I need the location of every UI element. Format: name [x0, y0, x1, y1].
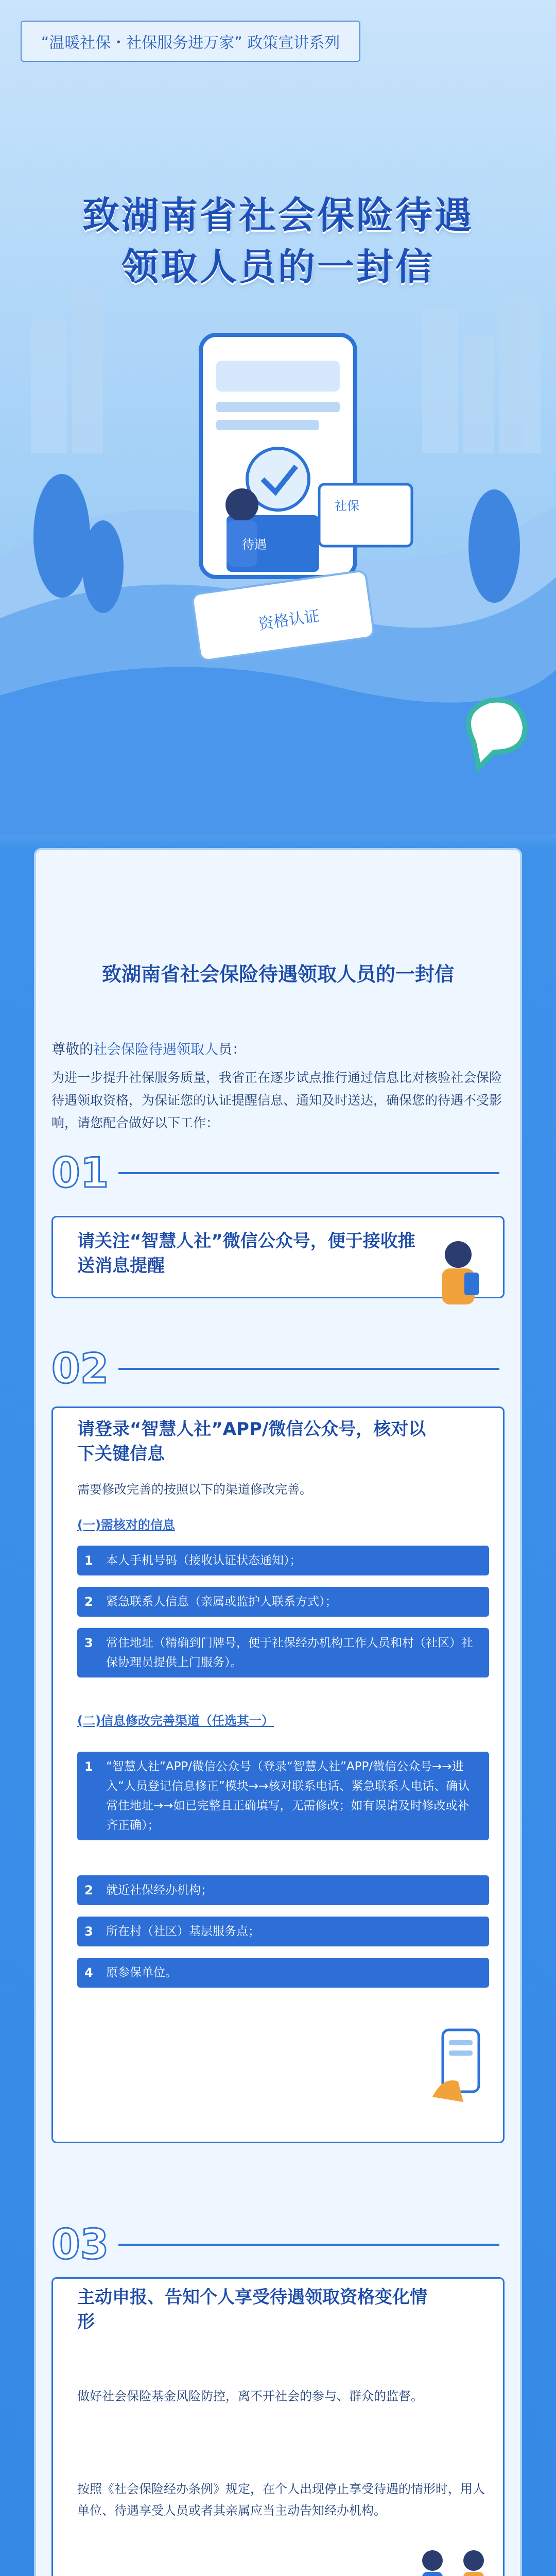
item-text: 紧急联系人信息（亲属或监护人联系方式）；	[106, 1595, 337, 1608]
section2-sub2: (二)信息修改完善渠道（任选其一）	[77, 1714, 274, 1728]
item-number: 4	[84, 1965, 93, 1980]
people-icon	[407, 2545, 499, 2576]
section3-heading: 主动申报、告知个人享受待遇领取资格变化情形	[77, 2287, 427, 2332]
greeting-highlight: 社会保险待遇领取人	[93, 1042, 218, 1058]
card2-label: 社保	[335, 499, 359, 513]
check-item-3	[77, 1628, 489, 1677]
person-graphic	[225, 488, 258, 521]
channel-item-1	[77, 1752, 489, 1840]
section2-heading: 请登录“智慧人社”APP/微信公众号，核对以下关键信息	[77, 1419, 426, 1464]
channel-item-3	[77, 1917, 489, 1946]
item-text: 本人手机号码（接收认证状态通知）；	[106, 1554, 302, 1567]
section3-divider	[118, 2244, 499, 2246]
item-text: 就近社保经办机构；	[106, 1884, 213, 1897]
phone-hand-icon	[422, 2025, 494, 2107]
item-number: 1	[84, 1553, 93, 1568]
channel-item-2	[77, 1875, 489, 1905]
person-phone-icon	[427, 1236, 489, 1309]
card1-label: 待遇	[242, 537, 267, 552]
item-text: “智慧人社”APP/微信公众号（登录“智慧人社”APP/微信公众号→→进入“人员登记信息修正”模块→→核对联系电话、紧急联系人电话、确认常住地址→→如已完整且正确填写，无需修改；如有误请及时修改或补齐正确）；	[106, 1760, 470, 1832]
item-text: 所在村（社区）基层服务点；	[106, 1925, 260, 1938]
section1-divider	[118, 1172, 499, 1174]
item-number: 3	[84, 1636, 93, 1650]
section3-p2: 按照《社会保险经办条例》规定，在个人出现停止享受待遇的情形时，用人单位、待遇享受人员或者其亲属应当主动告知经办机构。	[77, 2482, 485, 2518]
series-tag: “温暖社保・社保服务进万家” 政策宣讲系列	[21, 21, 360, 62]
item-number: 3	[84, 1924, 93, 1939]
greeting-suffix: 员：	[218, 1042, 246, 1058]
section2-sub1: (一)需核对的信息	[77, 1518, 175, 1532]
section2-lead: 需要修改完善的按照以下的渠道修改完善。	[77, 1482, 312, 1497]
item-text: 原参保单位。	[106, 1966, 177, 1979]
channel-item-4	[77, 1958, 489, 1988]
section3-p1: 做好社会保险基金风险防控，离不开社会的参与、群众的监督。	[77, 2389, 423, 2403]
section2-divider	[118, 1368, 499, 1370]
item-number: 1	[84, 1759, 93, 1774]
section2-number: 02	[51, 1345, 109, 1393]
hero-banner	[0, 0, 556, 835]
intro-paragraph: 为进一步提升社保服务质量，我省正在逐步试点推行通过信息比对核验社会保险待遇领取资格，为保证您的认证提醒信息、通知及时送达，确保您的待遇不受影响，请您配合做好以下工作：	[51, 1070, 502, 1130]
letter-title: 致湖南省社会保险待遇领取人员的一封信	[101, 963, 454, 986]
section1-number: 01	[51, 1149, 109, 1197]
item-number: 2	[84, 1595, 93, 1609]
item-text: 常住地址（精确到门牌号，便于社保经办机构工作人员和村（社区）社保协理员提供上门服务）。	[106, 1636, 473, 1669]
greeting-prefix: 尊敬的	[51, 1042, 93, 1058]
item-number: 2	[84, 1883, 93, 1897]
section1-heading: 请关注“智慧人社”微信公众号，便于接收推送消息提醒	[77, 1231, 415, 1276]
section3-number: 03	[51, 2221, 109, 2268]
hero-illustration	[0, 0, 556, 835]
check-item-2	[77, 1587, 489, 1617]
greeting	[51, 1038, 246, 1058]
hero-title-line1: 致湖南省社会保险待遇	[82, 194, 474, 237]
cert-label: 资格认证	[257, 607, 321, 634]
check-item-1	[77, 1546, 489, 1575]
hero-title-line2: 领取人员的一封信	[121, 245, 435, 289]
